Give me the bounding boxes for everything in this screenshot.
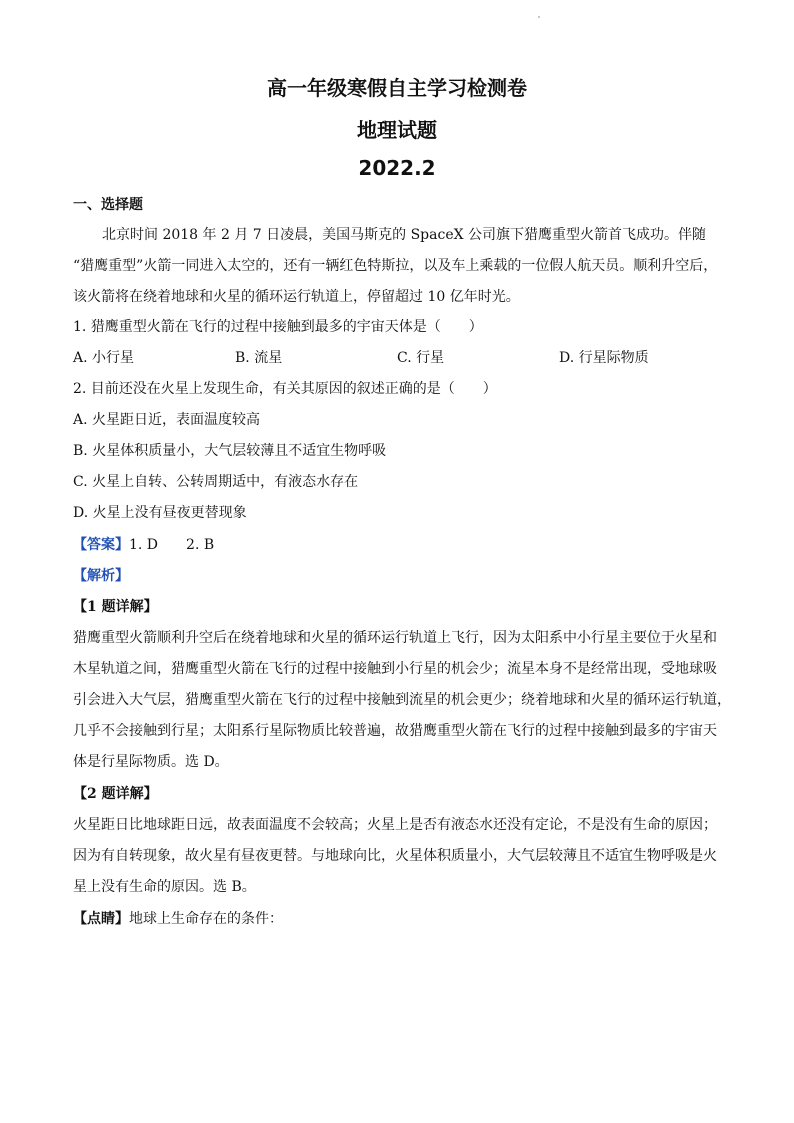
tip-text: 地球上生命存在的条件： bbox=[129, 911, 283, 927]
q1-option-a: A. 小行星 bbox=[73, 350, 135, 366]
passage-line: 该火箭将在绕着地球和火星的循环运行轨道上，停留超过 10 亿年时光。 bbox=[73, 289, 520, 305]
detail-2-line: 火星距日比地球距日远，故表面温度不会较高；火星上是否有液态水还没有定论，不是没有生命的原因； bbox=[73, 817, 717, 833]
subject-title: 地理试题 bbox=[357, 118, 437, 142]
passage-line: 北京时间 2018 年 2 月 7 日凌晨，美国马斯克的 SpaceX 公司旗下猎鹰重型火箭首飞成功。伴随 bbox=[102, 227, 707, 243]
question-2-stem: 2. 目前还没在火星上发现生命，有关其原因的叙述正确的是（ ） bbox=[73, 381, 497, 397]
exam-date: 2022.2 bbox=[358, 156, 436, 180]
q1-option-c: C. 行星 bbox=[397, 350, 445, 366]
detail-2-line: 因为有自转现象，故火星有昼夜更替。与地球向比，火星体积质量小，大气层较薄且不适宜生物呼吸是火 bbox=[73, 848, 717, 864]
q2-option-b: B. 火星体积质量小，大气层较薄且不适宜生物呼吸 bbox=[73, 443, 387, 459]
q1-option-b: B. 流星 bbox=[235, 350, 283, 366]
answer-label: 【答案】 bbox=[73, 537, 129, 553]
detail-1-line: 几乎不会接触到行星；太阳系行星际物质比较普遍，故猎鹰重型火箭在飞行的过程中接触到最多的宇宙天 bbox=[73, 723, 717, 739]
question-1-stem: 1. 猎鹰重型火箭在飞行的过程中接触到最多的宇宙天体是（ ） bbox=[73, 319, 483, 335]
section-title: 一、选择题 bbox=[73, 197, 143, 213]
detail-1-line: 猎鹰重型火箭顺利升空后在绕着地球和火星的循环运行轨道上飞行，因为太阳系中小行星主要位于火星和 bbox=[73, 630, 717, 646]
exam-title: 高一年级寒假自主学习检测卷 bbox=[267, 76, 527, 100]
tip-label: 【点睛】 bbox=[73, 911, 129, 927]
detail-2-line: 星上没有生命的原因。选 B。 bbox=[73, 879, 256, 895]
detail-1-line: 引会进入大气层，猎鹰重型火箭在飞行的过程中接触到流星的机会更少；绕着地球和火星的循环运行轨道， bbox=[73, 692, 731, 708]
detail-1-line: 体是行星际物质。选 D。 bbox=[73, 754, 229, 770]
detail-1-label: 【1 题详解】 bbox=[73, 599, 158, 615]
tip-row bbox=[73, 910, 283, 928]
q1-option-d: D. 行星际物质 bbox=[559, 350, 649, 366]
scan-dot bbox=[538, 16, 540, 18]
detail-1-line: 木星轨道之间，猎鹰重型火箭在飞行的过程中接触到小行星的机会少；流星本身不是经常出现，受地球吸 bbox=[73, 661, 717, 677]
answer-value: 1. D 2. B bbox=[129, 537, 215, 553]
answer-row bbox=[73, 536, 214, 554]
detail-2-label: 【2 题详解】 bbox=[73, 786, 158, 802]
analysis-label: 【解析】 bbox=[73, 568, 129, 584]
q2-option-c: C. 火星上自转、公转周期适中，有液态水存在 bbox=[73, 474, 359, 490]
q2-option-d: D. 火星上没有昼夜更替现象 bbox=[73, 505, 247, 521]
q2-option-a: A. 火星距日近，表面温度较高 bbox=[73, 412, 261, 428]
passage-line: “猎鹰重型”火箭一同进入太空的，还有一辆红色特斯拉，以及车上乘载的一位假人航天员。顺利升空后， bbox=[73, 258, 718, 274]
